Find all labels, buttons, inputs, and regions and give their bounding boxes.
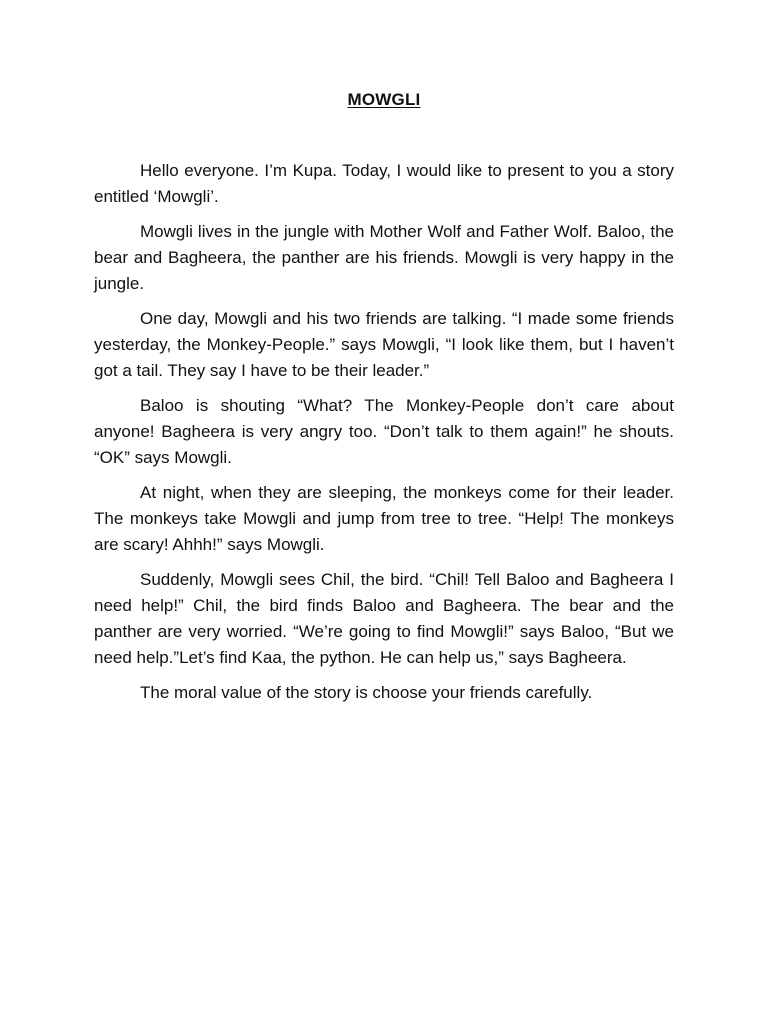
paragraph-chil-the-bird: Suddenly, Mowgli sees Chil, the bird. “Chil! Tell Baloo and Bagheera I need help!” Chil, the bird finds Baloo and Bagheera. The bear and the panther are very worried. “We’re going to find Mowgli!” says Baloo, “But we need help.”Let’s find Kaa, the python. He can help us,” says Bagheera. <box>94 570 674 667</box>
document-body <box>94 158 674 715</box>
paragraph-monkey-people: One day, Mowgli and his two friends are talking. “I made some friends yesterday, the Monkey-People.” says Mowgli, “I look like them, but I haven’t got a tail. They say I have to be their leader.” <box>94 309 674 380</box>
paragraph-jungle-life: Mowgli lives in the jungle with Mother Wolf and Father Wolf. Baloo, the bear and Bagheera, the panther are his friends. Mowgli is very happy in the jungle. <box>94 222 674 293</box>
document-title: MOWGLI <box>347 90 421 109</box>
paragraph-moral-value: The moral value of the story is choose your friends carefully. <box>140 683 593 702</box>
paragraph-night-kidnap: At night, when they are sleeping, the monkeys come for their leader. The monkeys take Mowgli and jump from tree to tree. “Help! The monkeys are scary! Ahhh!” says Mowgli. <box>94 483 674 554</box>
paragraph-baloo-shouting: Baloo is shouting “What? The Monkey-People don’t care about anyone! Bagheera is very angry too. “Don’t talk to them again!” he shouts. “OK” says Mowgli. <box>94 396 674 467</box>
paragraph-intro: Hello everyone. I’m Kupa. Today, I would like to present to you a story entitled ‘Mowgli’. <box>94 161 674 206</box>
